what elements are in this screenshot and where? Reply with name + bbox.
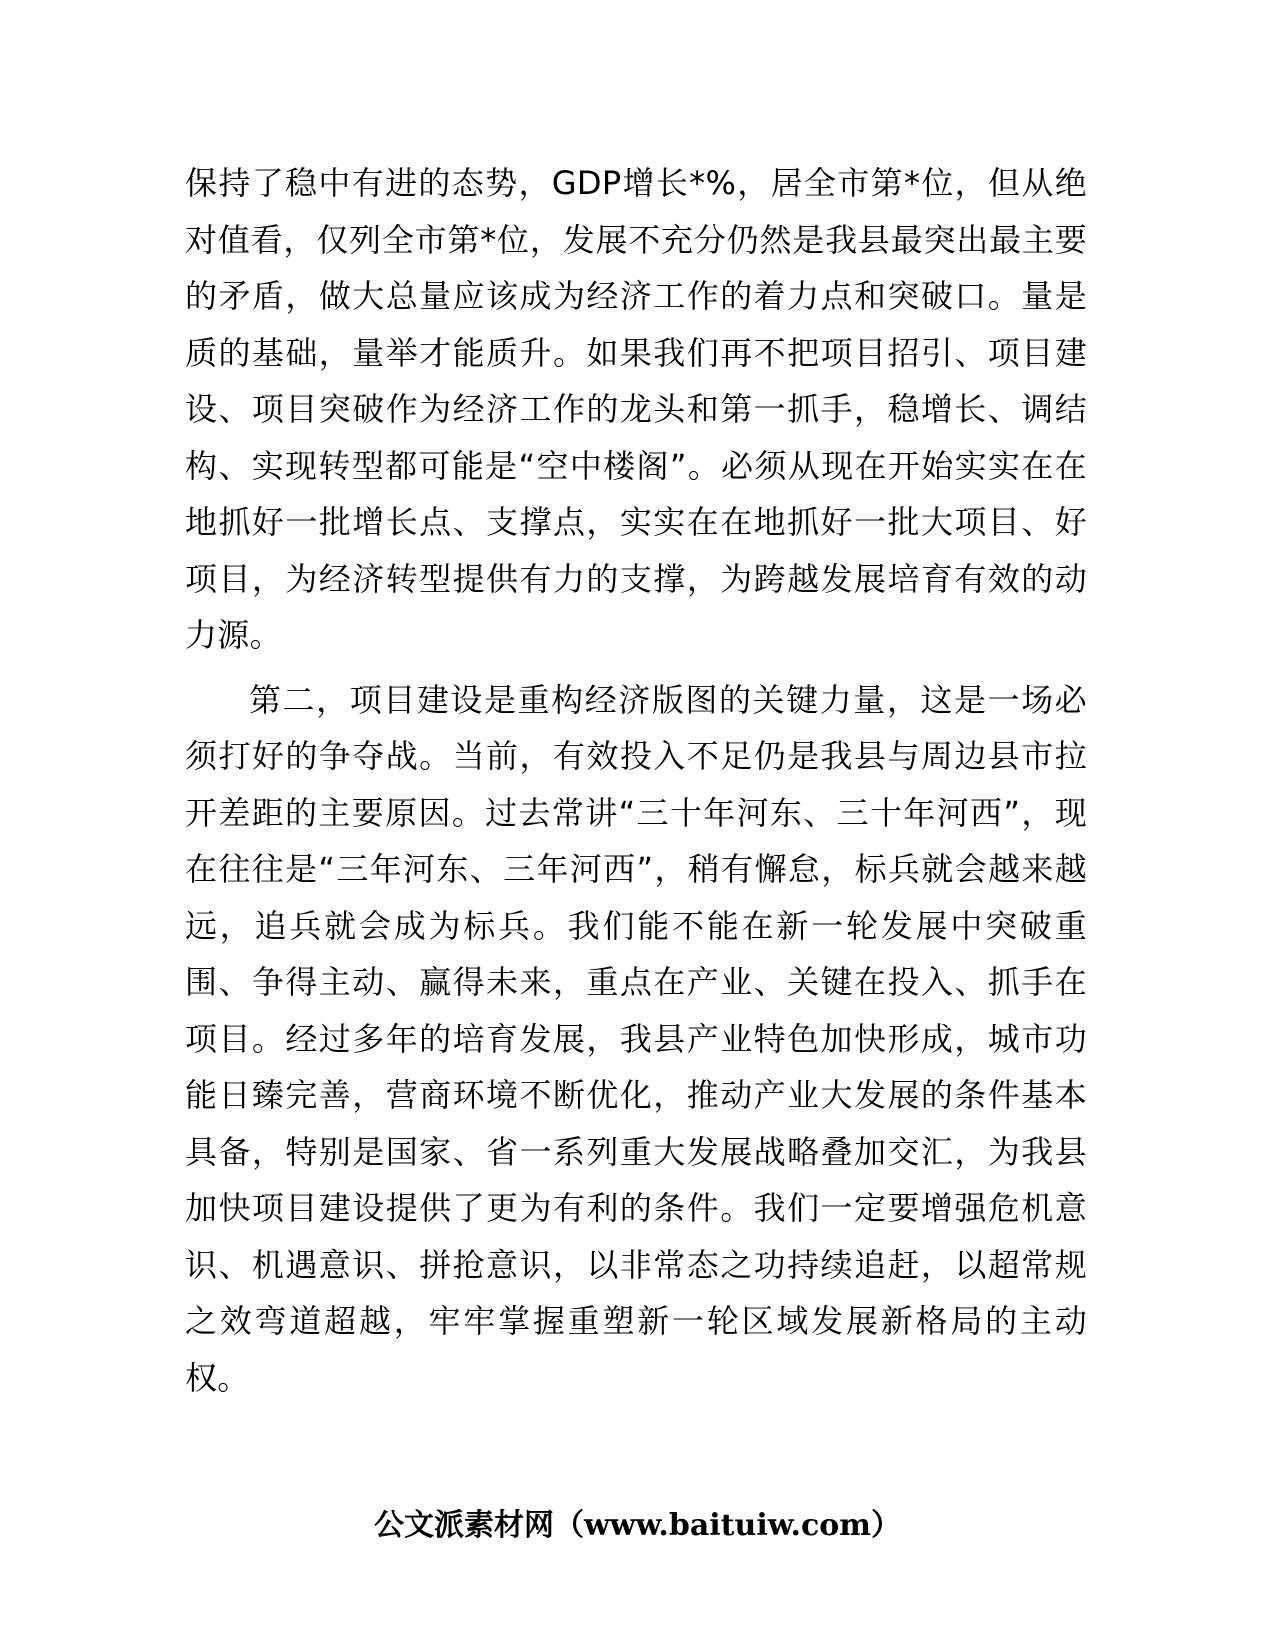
footer-watermark: 公文派素材网（www.baituiw.com） bbox=[373, 1508, 902, 1543]
paragraph-continuation: 保持了稳中有进的态势，GDP增长*%，居全市第*位，但从绝对值看，仅列全市第*位，发展不充分仍然是我县最突出最主要的矛盾，做大总量应该成为经济工作的着力点和突破口。量是质的基础，量举才能质升。如果我们再不把项目招引、项目建设、项目突破作为经济工作的龙头和第一抓手，稳增长、调结构、实现转型都可能是“空中楼阁”。必须从现在开始实实在在地抓好一批增长点、支撑点，实实在在地抓好一批大项目、好项目，为经济转型提供有力的支撑，为跨越发展培育有效的动力源。 bbox=[185, 164, 1087, 654]
paragraph-second-point: 第二，项目建设是重构经济版图的关键力量，这是一场必须打好的争夺战。当前，有效投入不足仍是我县与周边县市拉开差距的主要原因。过去常讲“三十年河东、三十年河西”，现在往往是“三年河东、三年河西”，稍有懈怠，标兵就会越来越远，追兵就会成为标兵。我们能不能在新一轮发展中突破重围、争得主动、赢得未来，重点在产业、关键在投入、抓手在项目。经过多年的培育发展，我县产业特色加快形成，城市功能日臻完善，营商环境不断优化，推动产业大发展的条件基本具备，特别是国家、省一系列重大发展战略叠加交汇，为我县加快项目建设提供了更为有利的条件。我们一定要增强危机意识、机遇意识、拼抢意识，以非常态之功持续追赶，以超常规之效弯道超越，牢牢掌握重塑新一轮区域发展新格局的主动权。 bbox=[185, 680, 1087, 1397]
body-text bbox=[185, 155, 1087, 1406]
